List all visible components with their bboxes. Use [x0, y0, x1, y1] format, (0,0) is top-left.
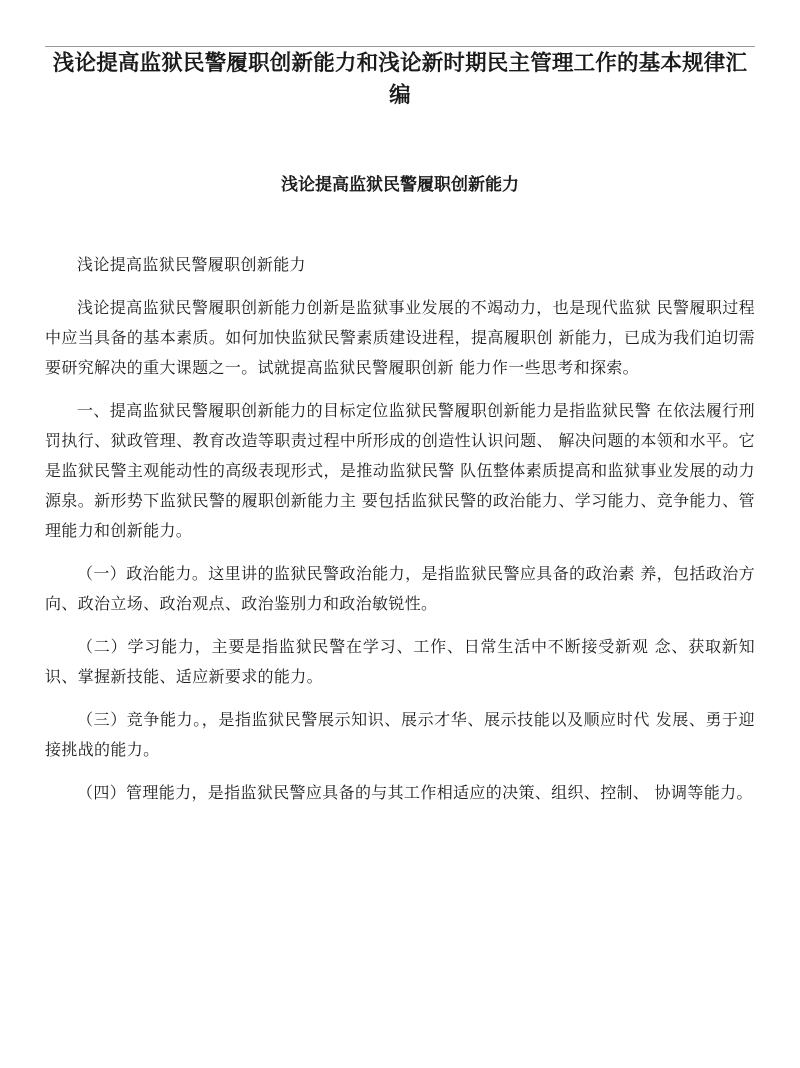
- paragraph-intro: 浅论提高监狱民警履职创新能力创新是监狱事业发展的不竭动力，也是现代监狱 民警履职过程中应当具备的基本素质。如何加快监狱民警素质建设进程，提高履职创 新能力，已成为我们迫切需要研究解决的重大课题之一。试就提高监狱民警履职创新 能力作一些思考和探索。: [45, 298, 755, 377]
- paragraph-competitive-ability: （三）竞争能力。，是指监狱民警展示知识、展示才华、展示技能以及顺应时代 发展、勇于迎接挑战的能力。: [45, 710, 755, 759]
- document-body: [45, 250, 755, 821]
- header-rule: [45, 46, 755, 47]
- paragraph-management-ability: （四）管理能力，是指监狱民警应具备的与其工作相适应的决策、组织、控制、 协调等能力。: [77, 783, 753, 802]
- paragraph-political-ability: （一）政治能力。这里讲的监狱民警政治能力，是指监狱民警应具备的政治素 养，包括政治方向、政治立场、政治观点、政治鉴别力和政治敏锐性。: [45, 564, 755, 613]
- paragraph-subheading: 浅论提高监狱民警履职创新能力: [77, 255, 306, 274]
- document-title: 浅论提高监狱民警履职创新能力和浅论新时期民主管理工作的基本规律汇编: [52, 51, 748, 108]
- paragraph-goal-positioning: 一、提高监狱民警履职创新能力的目标定位监狱民警履职创新能力是指监狱民警 在依法履行刑罚执行、狱政管理、教育改造等职责过程中所形成的创造性认识问题、 解决问题的本领和水平。它是监狱民警主观能动性的高级表现形式，是推动监狱民警 队伍整体素质提高和监狱事业发展的动力源泉。新形势下监狱民警的履职创新能力主 要包括监狱民警的政治能力、学习能力、竞争能力、管理能力和创新能力。: [45, 401, 755, 540]
- paragraph-learning-ability: （二）学习能力，主要是指监狱民警在学习、工作、日常生活中不断接受新观 念、获取新知识、掌握新技能、适应新要求的能力。: [45, 637, 755, 686]
- section-title: 浅论提高监狱民警履职创新能力: [281, 175, 519, 195]
